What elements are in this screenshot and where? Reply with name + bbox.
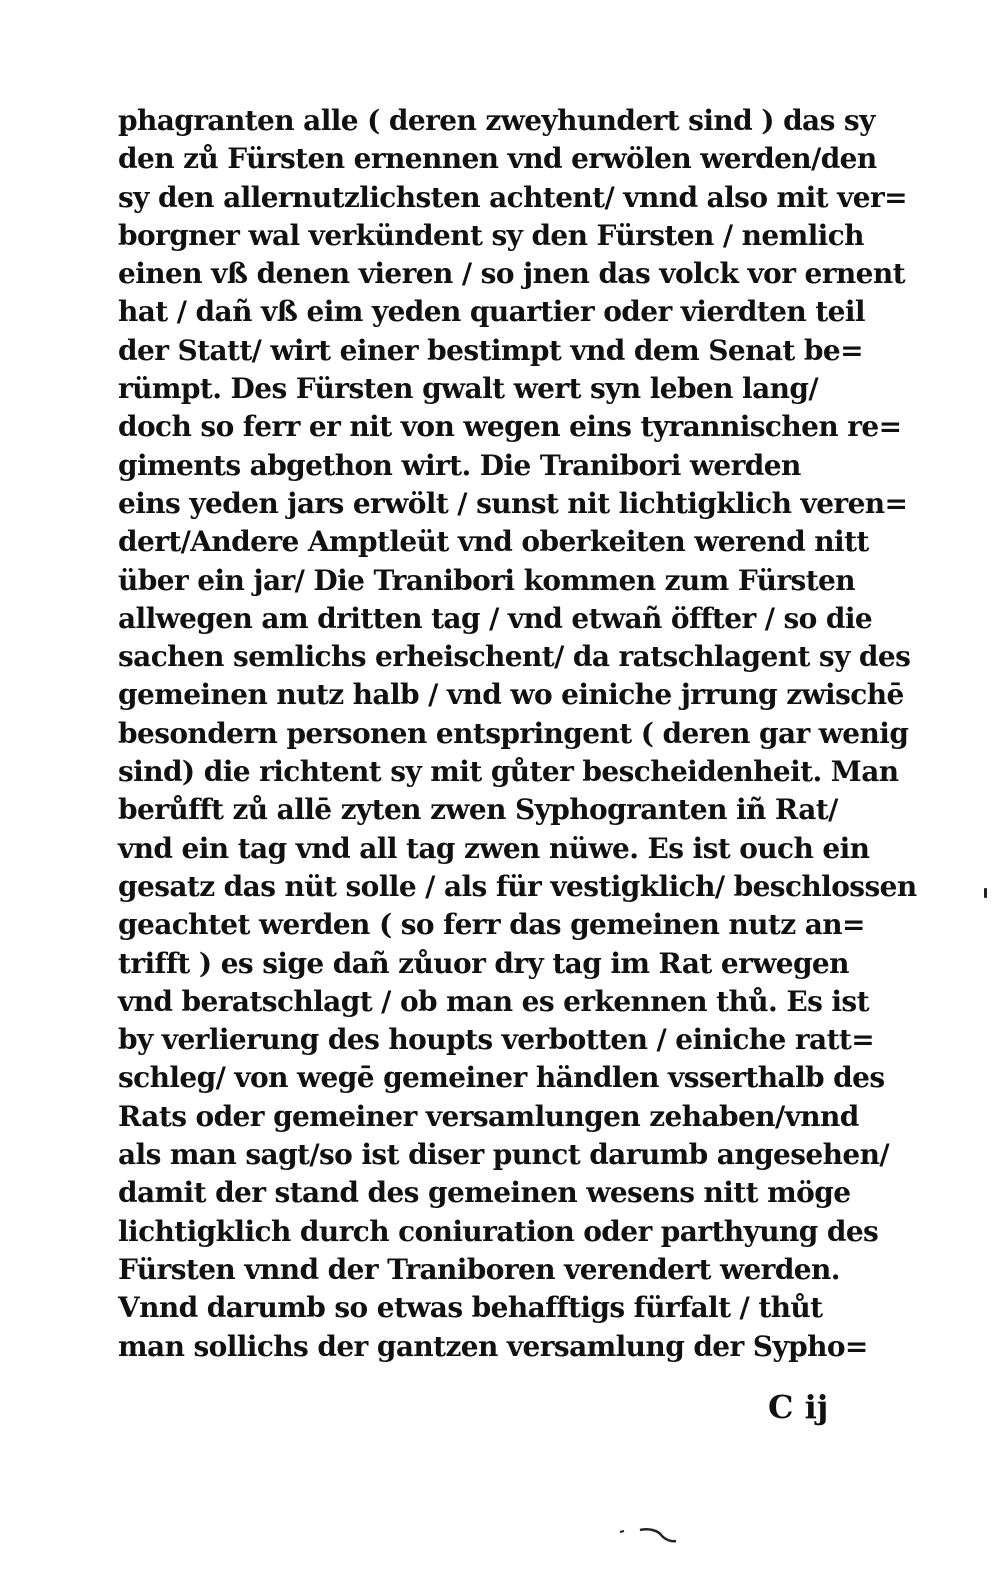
text-line: phagranten alle ( deren zweyhundert sind ) das sy (118, 104, 875, 137)
text-line: giments abgethon wirt. Die Tranibori werden (118, 448, 801, 482)
text-line: allwegen am dritten tag / vnd etwañ öffter / so die (118, 601, 873, 635)
text-line: der Statt/ wirt einer bestimpt vnd dem Senat be= (118, 333, 863, 367)
text-line: hat / dañ vß eim yeden quartier oder vierdten teil (118, 295, 865, 329)
text-line: gemeinen nutz halb / vnd wo einiche jrrung zwischē (118, 678, 904, 712)
text-line: über ein jar/ Die Tranibori kommen zum Fürsten (118, 563, 856, 597)
text-line: vnd beratschlagt / ob man es erkennen thů. Es ist (118, 984, 869, 1018)
text-line: Fürsten vnnd der Traniboren verendert werden. (118, 1252, 840, 1286)
text-line: vnd ein tag vnd all tag zwen nüwe. Es ist ouch ein (118, 831, 870, 865)
text-line: berůfft zů allē zyten zwen Syphogranten iñ Rat/ (118, 793, 838, 827)
text-line: als man sagt/so ist diser punct darumb angesehen/ (118, 1138, 890, 1172)
text-line: eins yeden jars erwölt / sunst nit lichtigklich veren= (118, 486, 908, 520)
text-line: einen vß denen vieren / so jnen das volck vor ernent (118, 257, 905, 291)
text-line: Vnnd darumb so etwas behafftigs fürfalt / thůt (118, 1291, 823, 1325)
text-line: trifft ) es sige dañ zůuor dry tag im Rat erwegen (118, 946, 849, 980)
text-line: Rats oder gemeiner versamlungen zehaben/vnnd (118, 1099, 859, 1133)
text-line: sachen semlichs erheischent/ da ratschlagent sy des (118, 640, 911, 674)
text-line: lichtigklich durch coniuration oder parthyung des (118, 1214, 879, 1248)
text-line: geachtet werden ( so ferr das gemeinen nutz an= (118, 908, 865, 942)
ink-speck-bottom (618, 1524, 678, 1546)
text-line: sind) die richtent sy mit gůter bescheidenheit. Man (118, 755, 899, 789)
text-line: doch so ferr er nit von wegen eins tyrannischen re= (118, 410, 902, 444)
text-line: sy den allernutzlichsten achtent/ vnnd also mit ver= (118, 180, 907, 214)
text-line: dert/Andere Amptleüt vnd oberkeiten werend nitt (118, 525, 869, 559)
text-line: den zů Fürsten ernennen vnd erwölen werden/den (118, 142, 877, 176)
text-line: besondern personen entspringent ( deren gar wenig (118, 716, 909, 750)
text-line: gesatz das nüt solle / als für vestigklich/ beschlossen (118, 869, 917, 903)
signature-mark: C ij (768, 1388, 829, 1426)
ink-speck (984, 888, 987, 898)
text-line: borgner wal verkündent sy den Fürsten / nemlich (118, 218, 864, 252)
text-line: rümpt. Des Fürsten gwalt wert syn leben lang/ (118, 372, 818, 406)
text-line: schleg/ von wegē gemeiner händlen vsserthalb des (118, 1061, 885, 1095)
text-line: damit der stand des gemeinen wesens nitt möge (118, 1176, 851, 1210)
text-line: by verlierung des houpts verbotten / einiche ratt= (118, 1023, 875, 1057)
text-line: man sollichs der gantzen versamlung der Sypho= (118, 1329, 868, 1363)
body-text (118, 102, 918, 1366)
